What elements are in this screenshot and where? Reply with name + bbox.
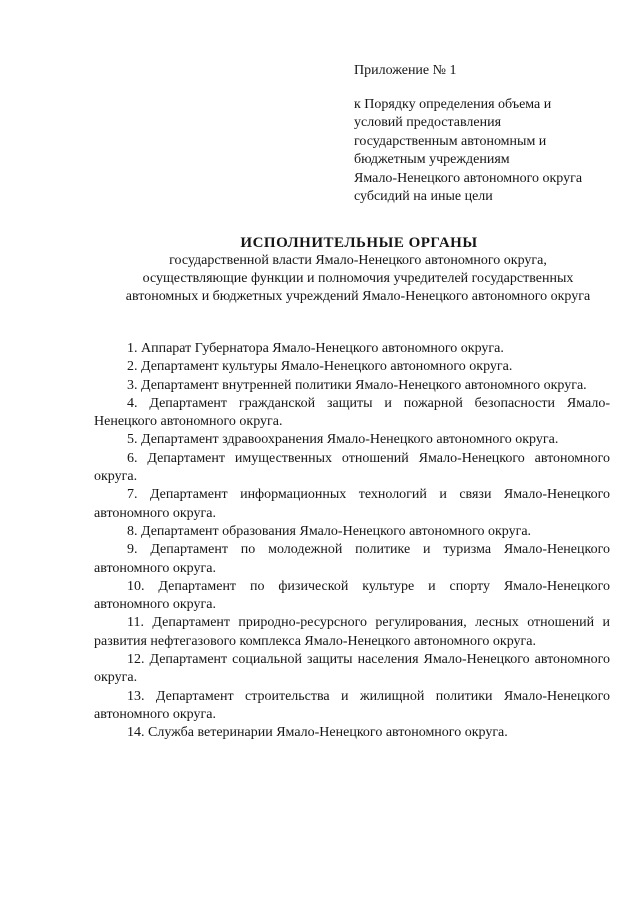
list-item: 12. Департамент социальной защиты населения Ямало-Ненецкого автономного округа. bbox=[94, 652, 610, 686]
subtitle-line: автономных и бюджетных учреждений Ямало-Ненецкого автономного округа bbox=[125, 289, 591, 304]
list-item: 2. Департамент культуры Ямало-Ненецкого автономного округа. bbox=[127, 359, 513, 375]
list-item: 1. Аппарат Губернатора Ямало-Ненецкого автономного округа. bbox=[127, 341, 504, 356]
subtitle-line: осуществляющие функции и полномочия учредителей государственных bbox=[142, 271, 574, 286]
subtitle-line: государственной власти Ямало-Ненецкого автономного округа, bbox=[169, 253, 547, 268]
appendix-line: условий предоставления bbox=[354, 115, 502, 131]
list-item: 6. Департамент имущественных отношений Ямало-Ненецкого автономного округа. bbox=[94, 450, 610, 485]
appendix-line: субсидий на иные цели bbox=[354, 189, 493, 205]
appendix-line: бюджетным учреждениям bbox=[354, 152, 510, 168]
list-item: 5. Департамент здравоохранения Ямало-Ненецкого автономного округа. bbox=[127, 432, 559, 448]
appendix-line: Ямало-Ненецкого автономного округа bbox=[354, 170, 583, 186]
list-item: 9. Департамент по молодежной политике и туризма Ямало-Ненецкого автономного округа. bbox=[94, 542, 610, 576]
list-item: 13. Департамент строительства и жилищной политики Ямало-Ненецкого автономного округа. bbox=[94, 688, 610, 722]
document-title: ИСПОЛНИТЕЛЬНЫЕ ОРГАНЫ bbox=[240, 235, 478, 251]
authorities-list bbox=[94, 340, 610, 743]
list-item: 4. Департамент гражданской защиты и пожарной безопасности Ямало-Ненецкого автономного округа. bbox=[94, 395, 610, 430]
list-item: 7. Департамент информационных технологий и связи Ямало-Ненецкого автономного округа. bbox=[94, 487, 610, 521]
document-subtitle bbox=[90, 252, 626, 306]
appendix-line: к Порядку определения объема и bbox=[354, 97, 552, 112]
list-item: 3. Департамент внутренней политики Ямало-Ненецкого автономного округа. bbox=[127, 377, 587, 393]
list-item: 10. Департамент по физической культуре и спорту Ямало-Ненецкого автономного округа. bbox=[94, 578, 610, 613]
appendix-number: Приложение № 1 bbox=[354, 63, 457, 78]
appendix-line: государственным автономным и bbox=[354, 133, 547, 149]
list-item: 8. Департамент образования Ямало-Ненецкого автономного округа. bbox=[127, 523, 532, 539]
list-item: 11. Департамент природно-ресурсного регулирования, лесных отношений и развития нефтегазового комплекса Ямало-Ненецкого автономного округа. bbox=[94, 615, 610, 649]
appendix-reference bbox=[354, 96, 624, 206]
list-item: 14. Служба ветеринарии Ямало-Ненецкого автономного округа. bbox=[127, 725, 508, 741]
